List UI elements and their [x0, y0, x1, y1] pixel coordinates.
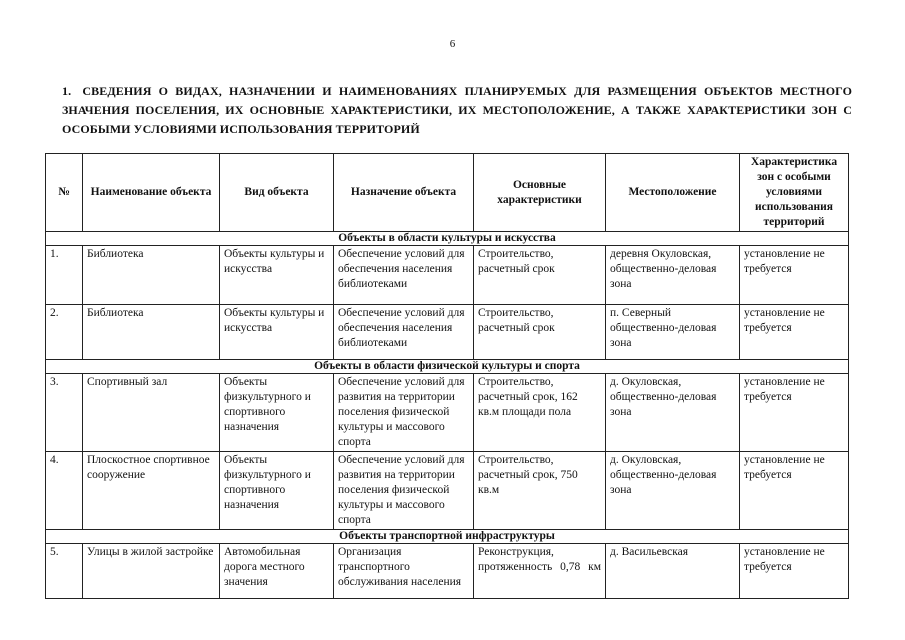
- cell-location: д. Васильевская: [606, 544, 740, 599]
- section-row-culture: [46, 232, 849, 246]
- section-row-transport: [46, 530, 849, 544]
- cell-zones: установление не требуется: [740, 246, 849, 305]
- table-row: [46, 452, 849, 530]
- cell-name: Библиотека: [83, 305, 220, 360]
- table-header-row: [46, 154, 849, 232]
- cell-location: д. Окуловская, общественно-деловая зона: [606, 452, 740, 530]
- section-heading-text: СВЕДЕНИЯ О ВИДАХ, НАЗНАЧЕНИИ И НАИМЕНОВАНИЯХ ПЛАНИРУЕМЫХ ДЛЯ РАЗМЕЩЕНИЯ ОБЪЕКТОВ МЕСТНОГО ЗНАЧЕНИЯ ПОСЕЛЕНИЯ, ИХ ОСНОВНЫЕ ХАРАКТЕРИСТИКИ, ИХ МЕСТОПОЛОЖЕНИЕ, А ТАКЖЕ ХАРАКТЕРИСТИКИ ЗОН С ОСОБЫМИ УСЛОВИЯМИ ИСПОЛЬЗОВАНИЯ ТЕРРИТОРИЙ: [62, 84, 852, 136]
- cell-zones: установление не требуется: [740, 452, 849, 530]
- cell-location: д. Окуловская, общественно-деловая зона: [606, 374, 740, 452]
- cell-name: Спортивный зал: [83, 374, 220, 452]
- cell-location: деревня Окуловская, общественно-деловая зона: [606, 246, 740, 305]
- header-zones: Характеристика зон с особыми условиями использования территорий: [740, 154, 849, 232]
- cell-zones: установление не требуется: [740, 374, 849, 452]
- table-row: [46, 544, 849, 599]
- section-title: Объекты в области физической культуры и спорта: [46, 360, 849, 374]
- cell-num: 2.: [46, 305, 83, 360]
- header-purpose: Назначение объекта: [334, 154, 474, 232]
- cell-zones: установление не требуется: [740, 544, 849, 599]
- table-row: [46, 305, 849, 360]
- section-row-sport: [46, 360, 849, 374]
- cell-num: 4.: [46, 452, 83, 530]
- cell-num: 5.: [46, 544, 83, 599]
- section-title: Объекты транспортной инфраструктуры: [46, 530, 849, 544]
- page-number: 6: [449, 38, 456, 50]
- cell-characteristics: Строительство, расчетный срок: [474, 246, 606, 305]
- table-row: [46, 374, 849, 452]
- cell-location: п. Северный общественно-деловая зона: [606, 305, 740, 360]
- cell-name: Библиотека: [83, 246, 220, 305]
- header-type: Вид объекта: [220, 154, 334, 232]
- header-location: Местоположение: [606, 154, 740, 232]
- cell-characteristics: Строительство, расчетный срок: [474, 305, 606, 360]
- cell-type: Автомобильная дорога местного значения: [220, 544, 334, 599]
- cell-type: Объекты физкультурного и спортивного назначения: [220, 374, 334, 452]
- cell-characteristics: Строительство, расчетный срок, 162 кв.м площади пола: [474, 374, 606, 452]
- header-num: №: [46, 154, 83, 232]
- header-characteristics: Основные характеристики: [474, 154, 606, 232]
- cell-zones: установление не требуется: [740, 305, 849, 360]
- section-title: Объекты в области культуры и искусства: [46, 232, 849, 246]
- section-heading: [62, 82, 852, 139]
- cell-num: 1.: [46, 246, 83, 305]
- header-name: Наименование объекта: [83, 154, 220, 232]
- cell-type: Объекты физкультурного и спортивного назначения: [220, 452, 334, 530]
- objects-table: [45, 153, 849, 599]
- cell-purpose: Обеспечение условий для развития на территории поселения физической культуры и массового спорта: [334, 452, 474, 530]
- cell-purpose: Организация транспортного обслуживания населения: [334, 544, 474, 599]
- cell-type: Объекты культуры и искусства: [220, 305, 334, 360]
- cell-characteristics: Строительство, расчетный срок, 750 кв.м: [474, 452, 606, 530]
- cell-num: 3.: [46, 374, 83, 452]
- cell-characteristics: Реконструкция, протяженность 0,78 км: [474, 544, 606, 599]
- cell-name: Плоскостное спортивное сооружение: [83, 452, 220, 530]
- section-heading-number: 1.: [62, 84, 72, 98]
- cell-purpose: Обеспечение условий для развития на территории поселения физической культуры и массового спорта: [334, 374, 474, 452]
- cell-name: Улицы в жилой застройке: [83, 544, 220, 599]
- table-row: [46, 246, 849, 305]
- cell-type: Объекты культуры и искусства: [220, 246, 334, 305]
- cell-purpose: Обеспечение условий для обеспечения населения библиотеками: [334, 246, 474, 305]
- cell-purpose: Обеспечение условий для обеспечения населения библиотеками: [334, 305, 474, 360]
